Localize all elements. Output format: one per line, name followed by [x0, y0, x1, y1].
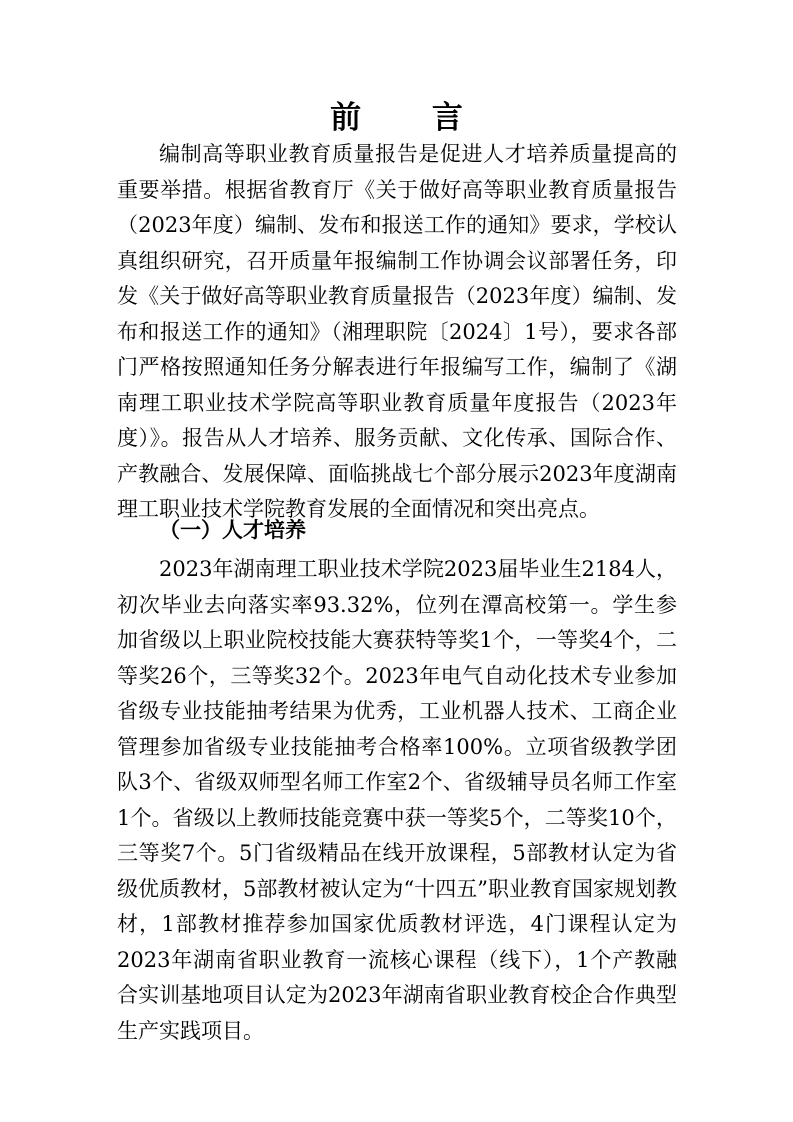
intro-paragraph: 编制高等职业教育质量报告是促进人才培养质量提高的重要举措。根据省教育厅《关于做好高等职业教育质量报告（2023年度）编制、发布和报送工作的通知》要求，学校认真组织研究，召开质量年报编制工作协调会议部署任务，印发《关于做好高等职业教育质量报告（2023年度）编制、发布和报送工作的通知》（湘理职院〔2024〕1号），要求各部门严格按照通知任务分解表进行年报编写工作，编制了《湖南理工职业技术学院高等职业教育质量年度报告（2023年度）》。报告从人才培养、服务贡献、文化传承、国际合作、产教融合、发展保障、面临挑战七个部分展示2023年度湖南理工职业技术学院教育发展的全面情况和突出亮点。 [117, 142, 677, 521]
page-title: 前 言 [330, 100, 493, 136]
section-heading: （一）人才培养 [159, 517, 306, 542]
section-paragraph: 2023年湖南理工职业技术学院2023届毕业生2184人，初次毕业去向落实率93.32%，位列在潭高校第一。学生参加省级以上职业院校技能大赛获特等奖1个，一等奖4个，二等奖26个，三等奖32个。2023年电气自动化技术专业参加省级专业技能抽考结果为优秀，工业机器人技术、工商企业管理参加省级专业技能抽考合格率100%。立项省级教学团队3个、省级双师型名师工作室2个、省级辅导员名师工作室1个。省级以上教师技能竞赛中获一等奖5个，二等奖10个，三等奖7个。5门省级精品在线开放课程，5部教材认定为省级优质教材，5部教材被认定为“十四五”职业教育国家规划教材，1部教材推荐参加国家优质教材评选，4门课程认定为2023年湖南省职业教育一流核心课程（线下），1个产教融合实训基地项目认定为2023年湖南省职业教育校企合作典型生产实践项目。 [117, 557, 677, 1043]
